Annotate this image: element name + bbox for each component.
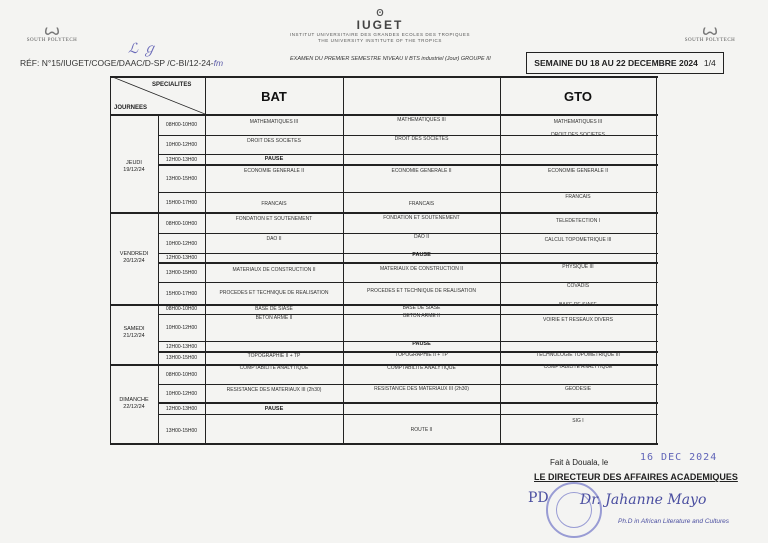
exam-cell: FRANCAIS	[408, 201, 435, 207]
grid-border	[656, 76, 657, 444]
day-vendredi	[110, 251, 158, 265]
time-slot: 15H00-17H00	[165, 291, 198, 297]
time-slot: 12H00-13H00	[165, 344, 198, 350]
grid-divider	[110, 114, 658, 116]
exam-cell: FONDATION ET SOUTENEMENT	[383, 215, 460, 221]
pause-label: PAUSE	[264, 406, 284, 412]
reference-number	[20, 58, 223, 68]
exam-cell: COVADIS	[566, 283, 590, 289]
time-slot: 08H00-10H00	[165, 122, 198, 128]
exam-cell: MATHEMATIQUES III	[553, 119, 603, 125]
exam-cell: RESISTANCE DES MATERIAUX III (2h30)	[374, 386, 469, 392]
day-label: VENDREDI	[119, 251, 149, 257]
time-slot: 13H00-15H00	[165, 428, 198, 434]
exam-cell: PROCEDES ET TECHNIQUE DE REALISATION	[367, 288, 476, 294]
exam-cell: PROCEDES ET TECHNIQUE DE REALISATION	[219, 290, 329, 296]
reference-handwritten: fm	[213, 58, 224, 68]
exam-cell: DROIT DES SOCIETES	[551, 132, 605, 138]
logo-left-text: SOUTH POLYTECH	[26, 38, 78, 43]
exam-cell: ECONOMIE GENERALE II	[391, 168, 452, 174]
exam-cell: ROUTE II	[410, 427, 433, 433]
row-divider	[158, 414, 658, 415]
exam-cell: TOPOGRAPHIE II + TP	[395, 352, 448, 358]
exam-cell: MATHEMATIQUES III	[249, 119, 299, 125]
time-slot: 08H00-10H00	[165, 306, 198, 312]
row-divider	[158, 164, 658, 166]
journees-label: JOURNEES	[114, 105, 148, 111]
exam-cell: TELEDETECTION I	[555, 218, 601, 224]
exam-cell: BASE DE SIASE	[559, 302, 597, 308]
exam-cell: BETON ARME II	[403, 313, 440, 319]
exam-cell: BETON ARME II	[255, 315, 293, 321]
institution-subtitle-fr: INSTITUT UNIVERSITAIRE DES GRANDES ECOLES DES TROPIQUES	[289, 32, 471, 37]
exam-cell: DAO II	[266, 236, 282, 242]
reference-text: RÉF: N°15/IUGET/COGE/DAAC/D-SP /C-BI/12-24-	[20, 58, 214, 68]
time-slot: 12H00-13H00	[165, 406, 198, 412]
exam-cell: BASE DE SIASE	[255, 306, 293, 312]
handwritten-mark: ℒ ℊ	[128, 41, 157, 57]
specialites-label: SPECIALITES	[152, 82, 192, 88]
south-polytech-logo-right	[680, 22, 740, 43]
grid-border	[110, 443, 658, 445]
exam-cell: COMPTABILITE ANALYTIQUE	[239, 365, 309, 371]
day-divider	[110, 212, 658, 214]
time-slot: 10H00-12H00	[165, 325, 198, 331]
exam-cell: TECHNOLOGIE TOPOMETRIQUE III	[536, 352, 620, 358]
day-label: DIMANCHE	[119, 397, 149, 403]
day-date: 21/12/24	[123, 333, 145, 339]
exam-cell: ECONOMIE GENERALE II	[243, 168, 304, 174]
pause-label: PAUSE	[264, 156, 284, 162]
time-slot: 13H00-15H00	[165, 355, 198, 361]
exam-cell: COMPTABILITE ANALYTIQUE	[387, 365, 456, 371]
institution-name: IUGET	[356, 18, 404, 32]
exam-cell: COMPTABILITE ANALYTIQUE	[543, 364, 613, 370]
day-label: JEUDI	[126, 160, 142, 166]
iuget-logo	[230, 6, 530, 44]
time-slot: 08H00-10H00	[165, 372, 198, 378]
day-dimanche	[110, 397, 158, 411]
row-divider	[158, 154, 658, 155]
time-slot: 15H00-17H00	[165, 200, 198, 206]
time-slot: 10H00-12H00	[165, 241, 198, 247]
logo-symbol-icon: ꙍ	[701, 20, 719, 39]
exam-cell: MATHEMATIQUES III	[397, 117, 446, 123]
exam-cell: VOIRIE ET RESEAUX DIVERS	[543, 317, 613, 323]
pause-label: PAUSE	[412, 252, 431, 258]
exam-cell: FONDATION ET SOUTENEMENT	[235, 216, 313, 222]
day-label: SAMEDI	[123, 326, 145, 332]
exam-cell: PHYSIQUE III	[562, 264, 594, 270]
logo-symbol-icon: ꙍ	[43, 20, 61, 39]
page-number: 1/4	[703, 58, 716, 68]
signature-initials: PD	[528, 490, 549, 506]
exam-cell: MATERIAUX DE CONSTRUCTION II	[380, 266, 463, 272]
date-stamp: 16 DEC 2024	[640, 452, 718, 463]
time-slot: 13H00-15H00	[165, 176, 198, 182]
column-header-bat: BAT	[261, 89, 287, 104]
time-slot: 12H00-13H00	[165, 255, 198, 261]
week-label: SEMAINE DU 18 AU 22 DECEMBRE 2024	[534, 58, 698, 68]
institution-subtitle-en: THE UNIVERSITY INSTITUTE OF THE TROPICS	[318, 38, 442, 43]
day-date: 19/12/24	[123, 167, 145, 173]
time-slot: 08H00-10H00	[165, 221, 198, 227]
exam-cell: BASE DE SIASE	[402, 305, 441, 311]
day-jeudi	[110, 160, 158, 174]
official-seal-icon	[546, 482, 602, 538]
south-polytech-logo-left	[22, 22, 82, 43]
pause-label: PAUSE	[412, 341, 431, 347]
day-samedi	[110, 326, 158, 340]
exam-cell: MATERIAUX DE CONSTRUCTION II	[232, 267, 316, 273]
row-divider	[158, 384, 658, 385]
timetable	[110, 76, 658, 444]
exam-cell: SIG I	[572, 418, 584, 424]
logo-right-text: SOUTH POLYTECH	[684, 38, 736, 43]
exam-cell: FRANCAIS	[565, 194, 591, 200]
signatory-title: LE DIRECTEUR DES AFFAIRES ACADEMIQUES	[534, 472, 738, 482]
time-slot: 13H00-15H00	[165, 270, 198, 276]
time-slot: 10H00-12H00	[165, 142, 198, 148]
exam-cell: DROIT DES SOCIETES	[247, 138, 301, 144]
time-slot: 10H00-12H00	[165, 391, 198, 397]
exam-cell: ECONOMIE GENERALE II	[547, 168, 608, 174]
week-box	[526, 52, 724, 74]
exam-cell: FRANCAIS	[261, 201, 287, 207]
exam-cell: RESISTANCE DES MATERIAUX III (2h30)	[226, 387, 322, 393]
handwritten-signature: Dr. Jahanne Mayo	[580, 492, 707, 508]
exam-title: EXAMEN DU PREMIER SEMESTRE NIVEAU II BTS industriel (Jour) GROUPE III	[290, 56, 491, 62]
column-header-gto: GTO	[564, 89, 592, 104]
exam-cell: DAO II	[413, 234, 429, 240]
exam-cell: TOPOGRAPHIE II + TP	[247, 353, 301, 359]
signatory-degree: Ph.D in African Literature and Cultures	[618, 518, 730, 525]
row-divider	[158, 192, 658, 193]
exam-cell: GEODESIE	[564, 386, 592, 392]
time-slot: 12H00-13H00	[165, 157, 198, 163]
exam-cell: DROIT DES SOCIETES	[394, 136, 449, 142]
signature-place: Fait à Douala, le	[550, 458, 609, 467]
day-date: 22/12/24	[123, 404, 145, 410]
row-divider	[158, 402, 658, 404]
exam-cell: CALCUL TOPOMETRIQUE III	[544, 237, 612, 243]
day-date: 20/12/24	[123, 258, 145, 264]
iuget-symbol-icon: ꙩ	[376, 5, 384, 20]
